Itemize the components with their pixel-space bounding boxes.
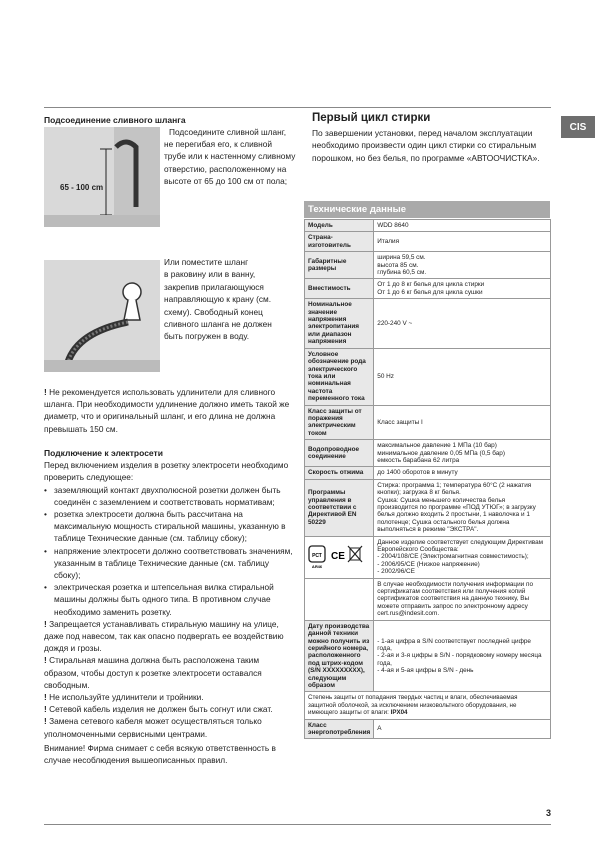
table-row: РСТ CE АЯ46 Данное изделие соответствует следующим Директивам Европейского Сообщества: - 2004/108/CE (Электромагнитная совместимость); - 2006/95/CE (Низкое напряжение) - 2002/96/CE <box>305 536 551 578</box>
table-row: Скорость отжима до 1400 оборотов в минуту <box>305 467 551 479</box>
warning-icon: ! <box>44 618 47 629</box>
table-row: Страна-изготовитель Италия <box>305 232 551 252</box>
certification-logos <box>308 543 364 569</box>
spec-table <box>304 219 551 739</box>
warning-line: ! Не используйте удлинители и тройники. <box>44 692 204 703</box>
list-item: • заземляющий контакт двухполюсной розетки должен быть соединён с заземлением и соответствовать нормативам; <box>44 484 281 507</box>
hose-text-1: Подсоедините сливной шланг, не перегибая его, к сливной трубе или к настенному сливному отверстию, расположенному на высоте от 65 до 100 см от пола; <box>164 127 296 186</box>
list-item: • электрическая розетка и штепсельная вилка стиральной машины должны быть одного типа. В противном случае необходимо заменить розетку. <box>44 582 274 617</box>
rst-code: АЯ46 <box>311 563 323 569</box>
table-row: Программы управления в соответствии с Директивой EN 50229 Стирка: программа 1; температура 60°С (2 нажатия кнопки); загрузка 8 кг белья. Сушка: Сушка меньшего количества белья производится по программе «ПОД УТЮГ»; в загрузку белья должно входить 2 простыни, 1 наволочка и 1 полотенце; Сушка остального белья должна выполняться в режиме "ЭКСТРА". <box>305 479 551 536</box>
warning-icon: ! <box>44 692 47 703</box>
table-row: Габаритные размеры ширина 59,5 см. высота 85 см. глубина 60,5 см. <box>305 252 551 279</box>
bottom-rule <box>44 824 551 825</box>
list-item: • розетка электросети должна быть рассчитана на максимальную мощность стиральной машины, указанную в таблице Технические данные (см. таблицу сбоку); <box>44 509 286 544</box>
spec-table-wrap <box>304 219 551 739</box>
table-row: Условное обозначение рода электрического тока или номинальная частота переменного тока 50 Hz <box>305 348 551 405</box>
table-row: Дату производства данной техники можно получить из серийного номера, расположенного под штрих-кодом (S/N XXXXXXXXX), следующим образом - 1-ая цифра в S/N соответствует последней цифре года, - 2-ая и 3-я цифры в S/N - порядковому номеру месяца года, - 4-ая и 5-ая цифры в S/N - день <box>305 620 551 692</box>
table-row: Вместимость От 1 до 8 кг белья для цикла стирки От 1 до 6 кг белья для цикла сушки <box>305 279 551 299</box>
language-tab: CIS <box>561 116 595 138</box>
page-number: 3 <box>546 808 552 818</box>
warning-icon: ! <box>44 716 47 727</box>
table-row: Степень защиты от попадания твердых частиц и влаги, обеспечиваемая защитной оболочкой, за исключением низковольтного оборудования, не имеющего защиты от влаги: IPX04 <box>305 692 551 719</box>
table-row: Модель WDD 8640 <box>305 220 551 232</box>
liability-notice: Внимание! Фирма снимает с себя всякую ответственность в случае несоблюдения вышеописанных правил. <box>44 742 276 766</box>
first-cycle-heading: Первый цикл стирки <box>312 112 431 124</box>
table-row: Номинальное значение напряжения электропитания или диапазон напряжения 220-240 V ~ <box>305 299 551 348</box>
table-row: В случае необходимости получения информации по сертификатам соответствия или получения копий сертификатов соответствия на данную технику, Вы можете отправить запрос по электронному адресу cert.rus@indesit.com. <box>305 578 551 620</box>
warning-line: ! Запрещается устанавливать стиральную машину на улице, даже под навесом, так как опасно подвергать ее воздействию дождя и грозы. <box>44 618 284 654</box>
warning-icon: ! <box>44 704 47 715</box>
hose-warning: ! Не рекомендуется использовать удлинители для сливного шланга. При необходимости удлинение должно иметь такой же диаметр, что и оригинальный шланг, и его длина не должна превышать 150 см. <box>44 387 290 434</box>
hose-heading: Подсоединение сливного шланга <box>44 115 186 125</box>
warning-line: ! Сетевой кабель изделия не должен быть согнут или сжат. <box>44 704 273 715</box>
height-measure-label: 65 - 100 cm <box>60 183 104 192</box>
list-item: • напряжение электросети должно соответствовать значениям, указанным в таблице Технические данные (см. таблицу сбоку); <box>44 545 293 581</box>
table-row: Класс энергопотребления А <box>305 719 551 739</box>
warning-icon: ! <box>44 655 47 666</box>
warning-line: ! Стиральная машина должна быть расположена таким образом, чтобы доступ к розетке электросети оставался свободным. <box>44 655 262 690</box>
hose-text-2: Или поместите шланг в раковину или в ванну, закрепив прилагающуюся направляющую к крану (см. схему). Свободный конец сливного шланга не должен быть погружен в воду. <box>164 257 272 342</box>
table-row: Класс защиты от поражения электрическим током Класс защиты I <box>305 405 551 440</box>
warning-icon: ! <box>44 387 47 397</box>
table-row: Водопроводное соединение максимальное давление 1 МПа (10 бар) минимальное давление 0,05 МПа (0,5 бар) емкость барабана 62 литра <box>305 440 551 467</box>
electric-section <box>44 447 294 766</box>
spec-title: Технические данные <box>304 201 550 218</box>
electric-heading: Подключение к электросети <box>44 448 163 458</box>
rst-mark: РСТ <box>312 552 322 559</box>
first-cycle-text: По завершении установки, перед началом эксплуатации необходимо произвести один цикл стирки со стиральным порошком, но без белья, по программе «АВТООЧИСТКА». <box>312 128 540 163</box>
hose-sink-illustration <box>44 260 160 372</box>
hose-wall-illustration <box>44 127 160 227</box>
electric-intro: Перед включением изделия в розетку электросети необходимо проверить следующее: <box>44 460 289 483</box>
warning-line: ! Замена сетевого кабеля может осуществляться только уполномоченными сервисными центрами. <box>44 716 262 739</box>
top-rule <box>44 107 551 108</box>
certification-marks <box>305 536 374 578</box>
ce-mark: CE <box>331 550 345 562</box>
